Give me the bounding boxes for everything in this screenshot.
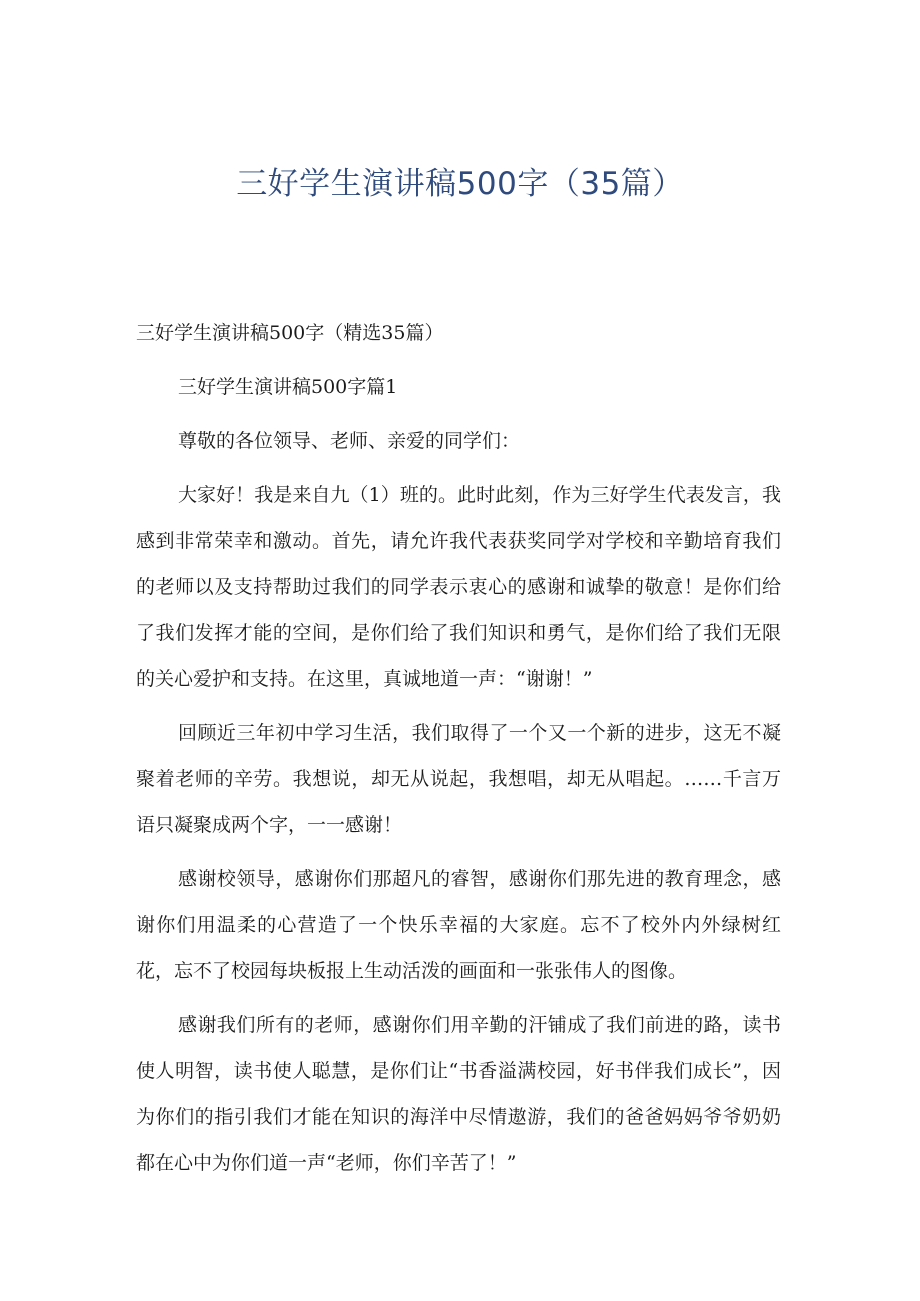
body-paragraph-4: 感谢我们所有的老师，感谢你们用辛勤的汗铺成了我们前进的路，读书使人明智，读书使人聪慧，是你们让“书香溢满校园，好书伴我们成长”，因为你们的指引我们才能在知识的海洋中尽情遨游，我们的爸爸妈妈爷爷奶奶都在心中为你们道一声“老师，你们辛苦了！” xyxy=(136,1014,781,1174)
body-paragraph-3: 感谢校领导，感谢你们那超凡的睿智，感谢你们那先进的教育理念，感谢你们用温柔的心营造了一个快乐幸福的大家庭。忘不了校外内外绿树红花，忘不了校园每块板报上生动活泼的画面和一张张伟人的图像。 xyxy=(136,868,781,982)
document-title: 三好学生演讲稿500字（35篇） xyxy=(236,166,684,202)
document-subtitle: 三好学生演讲稿500字（精选35篇） xyxy=(136,322,444,344)
document-body xyxy=(136,310,781,1186)
section-heading: 三好学生演讲稿500字篇1 xyxy=(178,376,398,398)
body-paragraph-1: 大家好！我是来自九（1）班的。此时此刻，作为三好学生代表发言，我感到非常荣幸和激动。首先，请允许我代表获奖同学对学校和辛勤培育我们的老师以及支持帮助过我们的同学表示衷心的感谢和诚挚的敬意！是你们给了我们发挥才能的空间，是你们给了我们知识和勇气，是你们给了我们无限的关心爱护和支持。在这里，真诚地道一声：“谢谢！” xyxy=(136,484,781,690)
body-paragraph-2: 回顾近三年初中学习生活，我们取得了一个又一个新的进步，这无不凝聚着老师的辛劳。我想说，却无从说起，我想唱，却无从唱起。……千言万语只凝聚成两个字，一一感谢！ xyxy=(136,722,781,836)
salutation: 尊敬的各位领导、老师、亲爱的同学们： xyxy=(178,430,521,452)
